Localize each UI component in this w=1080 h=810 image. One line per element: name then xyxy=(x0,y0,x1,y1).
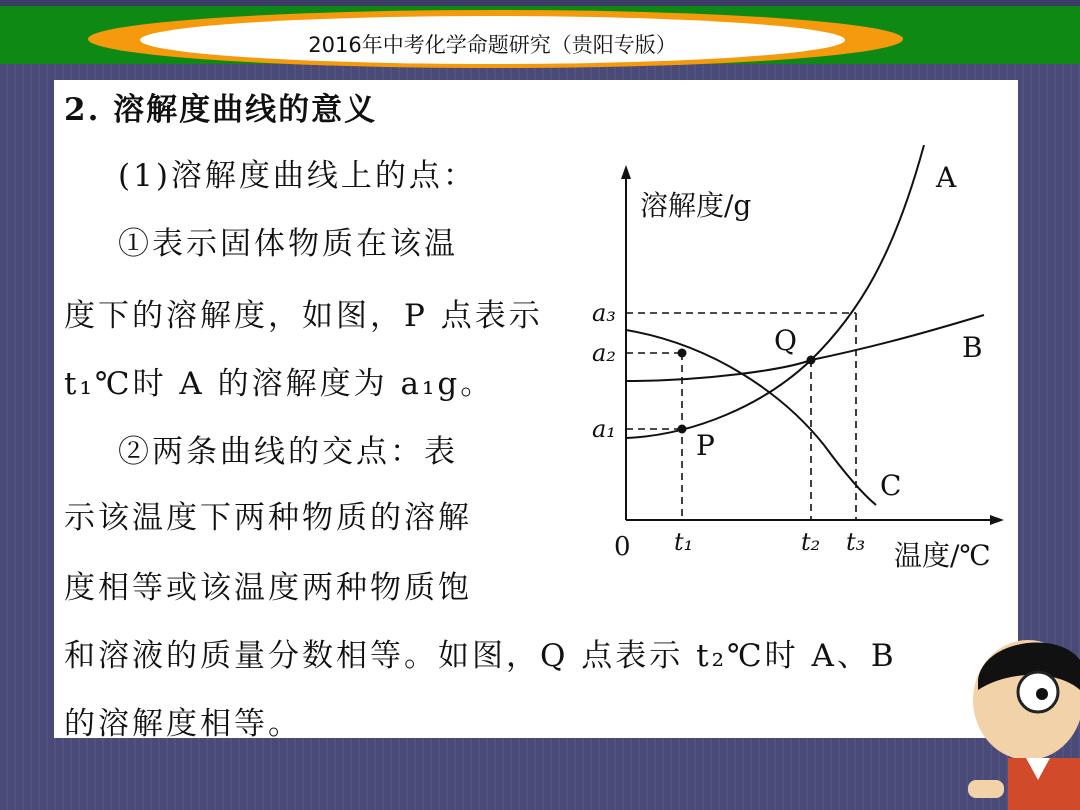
x-tick-t3: t₃ xyxy=(846,528,866,556)
text-line-5: ②两条曲线的交点：表 xyxy=(118,434,458,470)
text-line-3: 度下的溶解度，如图，P 点表示 xyxy=(64,298,543,334)
x-axis-label: 温度/℃ xyxy=(894,539,991,572)
point-a2-marker xyxy=(678,349,687,358)
curve-c xyxy=(626,330,876,505)
text-line-8: 和溶液的质量分数相等。如图，Q 点表示 t₂℃时 A、B xyxy=(64,638,897,674)
cartoon-student-mascot xyxy=(938,630,1080,810)
curve-label-c: C xyxy=(880,469,902,502)
mascot-hand xyxy=(968,780,1004,798)
x-tick-t1: t₁ xyxy=(674,528,694,556)
text-line-9: 的溶解度相等。 xyxy=(64,706,302,742)
text-line-4: t₁℃时 A 的溶解度为 a₁g。 xyxy=(64,366,495,402)
slide-content xyxy=(54,80,1018,742)
y-tick-a1: a₁ xyxy=(592,415,616,443)
y-tick-a3: a₃ xyxy=(592,299,616,327)
y-axis-arrow xyxy=(621,165,631,179)
header-title: 2016年中考化学命题研究（贵阳专版） xyxy=(308,33,677,57)
curve-b xyxy=(626,315,984,381)
point-q-marker xyxy=(807,356,816,365)
text-line-1: (1)溶解度曲线上的点： xyxy=(118,158,477,194)
solubility-curve-diagram xyxy=(584,145,1014,585)
section-heading: 2. 溶解度曲线的意义 xyxy=(64,92,378,128)
origin-label: 0 xyxy=(614,532,631,562)
y-axis-label: 溶解度/g xyxy=(640,189,752,222)
point-label-q: Q xyxy=(774,324,797,357)
x-tick-t2: t₂ xyxy=(801,528,821,556)
y-tick-a2: a₂ xyxy=(592,339,616,367)
text-line-6: 示该温度下两种物质的溶解 xyxy=(64,500,472,536)
curve-label-b: B xyxy=(962,331,983,364)
x-axis-arrow xyxy=(990,515,1004,525)
point-p-marker xyxy=(678,425,687,434)
dashed-guides xyxy=(626,313,856,520)
point-label-p: P xyxy=(696,429,715,462)
text-line-7: 度相等或该温度两种物质饱 xyxy=(64,570,472,606)
curve-label-a: A xyxy=(936,161,957,194)
text-line-2: ①表示固体物质在该温 xyxy=(118,226,458,262)
